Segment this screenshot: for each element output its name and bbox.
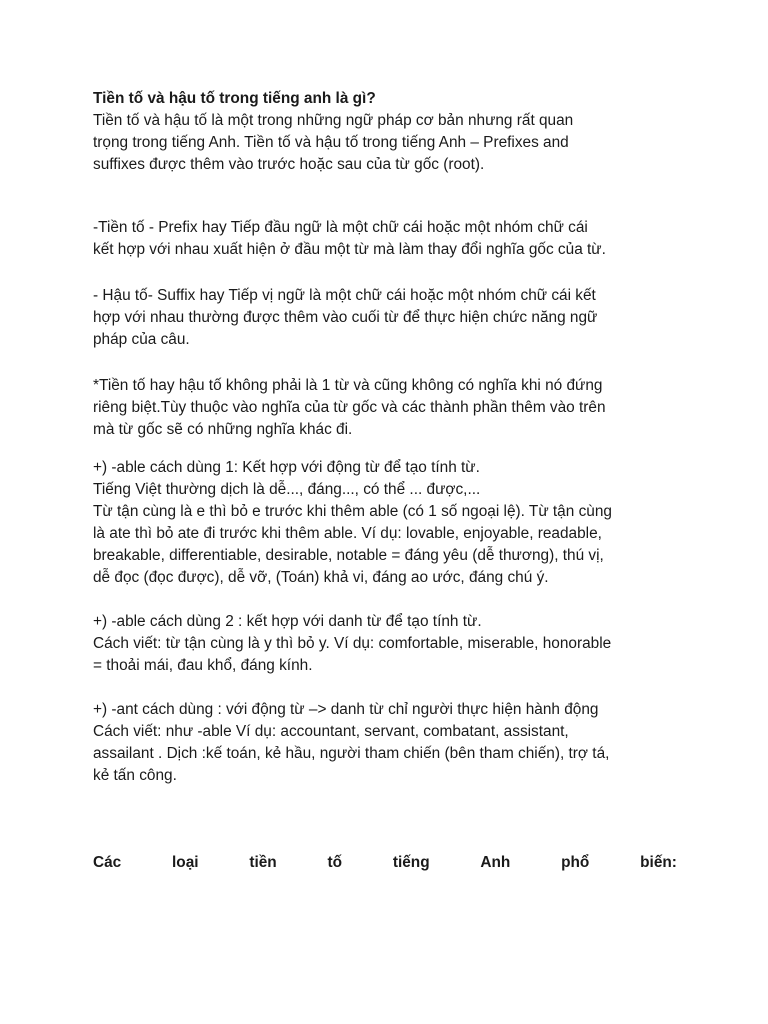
note-line: mà từ gốc sẽ có những nghĩa khác đi.: [93, 421, 353, 438]
ant-line: assailant . Dịch :kế toán, kẻ hầu, người tham chiến (bên tham chiến), trợ tá,: [93, 745, 610, 762]
intro-line: suffixes được thêm vào trước hoặc sau của từ gốc (root).: [93, 156, 485, 173]
heading-word: tiền: [249, 854, 277, 871]
paragraph-spacer: [93, 589, 683, 611]
able-1-line: là ate thì bỏ ate đi trước khi thêm able. Ví dụ: lovable, enjoyable, readable,: [93, 525, 602, 542]
heading-word: tiếng: [392, 854, 430, 871]
heading-word: phổ: [561, 854, 590, 871]
intro-paragraph: [93, 88, 683, 176]
paragraph-spacer: [93, 441, 683, 457]
prefix-line: kết hợp với nhau xuất hiện ở đầu một từ mà làm thay đổi nghĩa gốc của từ.: [93, 241, 606, 258]
able-1-line: Tiếng Việt thường dịch là dễ..., đáng..., có thể ... được,...: [93, 481, 481, 498]
paragraph-spacer: [93, 176, 683, 217]
ant-line: +) -ant cách dùng : với động từ –> danh từ chỉ người thực hiện hành động: [93, 701, 599, 718]
prefix-line: -Tiền tố - Prefix hay Tiếp đầu ngữ là một chữ cái hoặc một nhóm chữ cái: [93, 219, 588, 236]
able-2-line: = thoải mái, đau khổ, đáng kính.: [93, 657, 313, 674]
prefix-definition-paragraph: [93, 217, 683, 261]
section-heading-common-prefixes: [93, 852, 677, 874]
paragraph-spacer: [93, 677, 683, 699]
suffix-line: - Hậu tố- Suffix hay Tiếp vị ngữ là một chữ cái hoặc một nhóm chữ cái kết: [93, 287, 596, 304]
ant-line: Cách viết: như -able Ví dụ: accountant, servant, combatant, assistant,: [93, 723, 569, 740]
suffix-line: pháp của câu.: [93, 331, 190, 348]
intro-line: trọng trong tiếng Anh. Tiền tố và hậu tố trong tiếng Anh – Prefixes and: [93, 134, 569, 151]
heading-word: loại: [172, 854, 199, 871]
able-usage-1-paragraph: [93, 457, 683, 589]
able-2-line: +) -able cách dùng 2 : kết hợp với danh từ để tạo tính từ.: [93, 613, 482, 630]
heading-word: Các: [93, 854, 122, 871]
document-body: [93, 88, 683, 787]
heading-word: Anh: [480, 854, 511, 871]
note-line: riêng biệt.Tùy thuộc vào nghĩa của từ gốc và các thành phần thêm vào trên: [93, 399, 606, 416]
ant-usage-paragraph: [93, 699, 683, 787]
ant-line: kẻ tấn công.: [93, 767, 177, 784]
able-1-line: +) -able cách dùng 1: Kết hợp với động từ để tạo tính từ.: [93, 459, 480, 476]
paragraph-spacer: [93, 351, 683, 375]
suffix-definition-paragraph: [93, 285, 683, 351]
able-1-line: breakable, differentiable, desirable, notable = đáng yêu (dễ thương), thú vị,: [93, 547, 604, 564]
intro-title: Tiền tố và hậu tố trong tiếng anh là gì?: [93, 90, 376, 107]
heading-word: tố: [327, 854, 343, 871]
able-usage-2-paragraph: [93, 611, 683, 677]
able-1-line: dễ đọc (đọc được), dễ vỡ, (Toán) khả vi, đáng ao ước, đáng chú ý.: [93, 569, 549, 586]
intro-line: Tiền tố và hậu tố là một trong những ngữ pháp cơ bản nhưng rất quan: [93, 112, 574, 129]
suffix-line: hợp với nhau thường được thêm vào cuối từ để thực hiện chức năng ngữ: [93, 309, 598, 326]
note-paragraph: [93, 375, 683, 441]
paragraph-spacer: [93, 261, 683, 285]
note-line: *Tiền tố hay hậu tố không phải là 1 từ và cũng không có nghĩa khi nó đứng: [93, 377, 603, 394]
heading-word: biến:: [640, 854, 677, 871]
able-2-line: Cách viết: từ tận cùng là y thì bỏ y. Ví dụ: comfortable, miserable, honorable: [93, 635, 612, 652]
able-1-line: Từ tận cùng là e thì bỏ e trước khi thêm able (có 1 số ngoại lệ). Từ tận cùng: [93, 503, 612, 520]
